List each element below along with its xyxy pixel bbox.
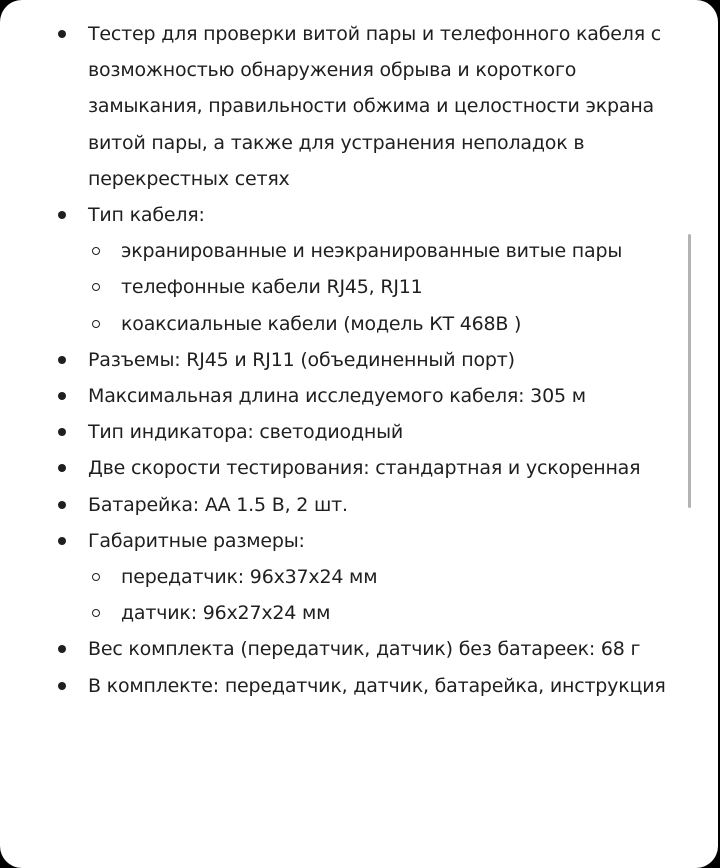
sub-list-item-text: датчик: 96x27x24 мм [121, 602, 331, 625]
list-item [0, 450, 680, 486]
list-item-text: Две скорости тестирования: стандартная и ускоренная [88, 457, 641, 480]
scrollbar-thumb[interactable] [688, 234, 691, 508]
list-item [0, 523, 680, 632]
bullet-icon [58, 645, 66, 653]
sub-list [88, 233, 680, 342]
list-item [0, 378, 680, 414]
bullet-icon [58, 428, 66, 436]
sub-list-item [88, 306, 680, 342]
circle-bullet-icon [92, 320, 100, 328]
sub-list-item-text: экранированные и неэкранированные витые пары [121, 240, 623, 263]
sub-list [88, 559, 680, 631]
list-item-text: Максимальная длина исследуемого кабеля: 305 м [88, 385, 586, 408]
list-item-text: Тестер для проверки витой пары и телефонного кабеля с возможностью обнаружения обрыва и короткого замыкания, правильности обжима и целостности экрана витой пары, а также для устранения неполадок в перекрестных сетях [88, 23, 662, 190]
bullet-icon [58, 392, 66, 400]
bullet-icon [58, 537, 66, 545]
list-item [0, 342, 680, 378]
list-item [0, 668, 680, 704]
list-item [0, 631, 680, 667]
bullet-icon [58, 501, 66, 509]
sub-list-item-text: коаксиальные кабели (модель КТ 468В ) [121, 312, 522, 335]
circle-bullet-icon [92, 573, 100, 581]
list-item [0, 414, 680, 450]
list-item [0, 487, 680, 523]
bullet-icon [58, 30, 66, 38]
circle-bullet-icon [92, 247, 100, 255]
bullet-icon [58, 211, 66, 219]
list-item-text: Вес комплекта (передатчик, датчик) без батареек: 68 г [88, 638, 641, 661]
sub-list-item [88, 269, 680, 305]
sub-list-item [88, 595, 680, 631]
list-item-text: Тип индикатора: светодиодный [88, 421, 404, 444]
list-item [0, 16, 680, 197]
bullet-icon [58, 464, 66, 472]
sub-list-item-text: передатчик: 96x37x24 мм [121, 566, 378, 589]
bullet-icon [58, 682, 66, 690]
list-item-text: В комплекте: передатчик, датчик, батарейка, инструкция [88, 674, 666, 697]
list-item-text: Тип кабеля: [88, 204, 205, 227]
circle-bullet-icon [92, 609, 100, 617]
sub-list-item [88, 233, 680, 269]
list-item [0, 197, 680, 342]
spec-list [0, 16, 680, 704]
sub-list-item-text: телефонные кабели RJ45, RJ11 [121, 276, 423, 299]
sub-list-item [88, 559, 680, 595]
list-item-text: Батарейка: АА 1.5 В, 2 шт. [88, 493, 348, 516]
bullet-icon [58, 356, 66, 364]
list-item-text: Габаритные размеры: [88, 529, 305, 552]
circle-bullet-icon [92, 283, 100, 291]
list-item-text: Разъемы: RJ45 и RJ11 (объединенный порт) [88, 348, 515, 371]
spec-content [0, 16, 680, 704]
